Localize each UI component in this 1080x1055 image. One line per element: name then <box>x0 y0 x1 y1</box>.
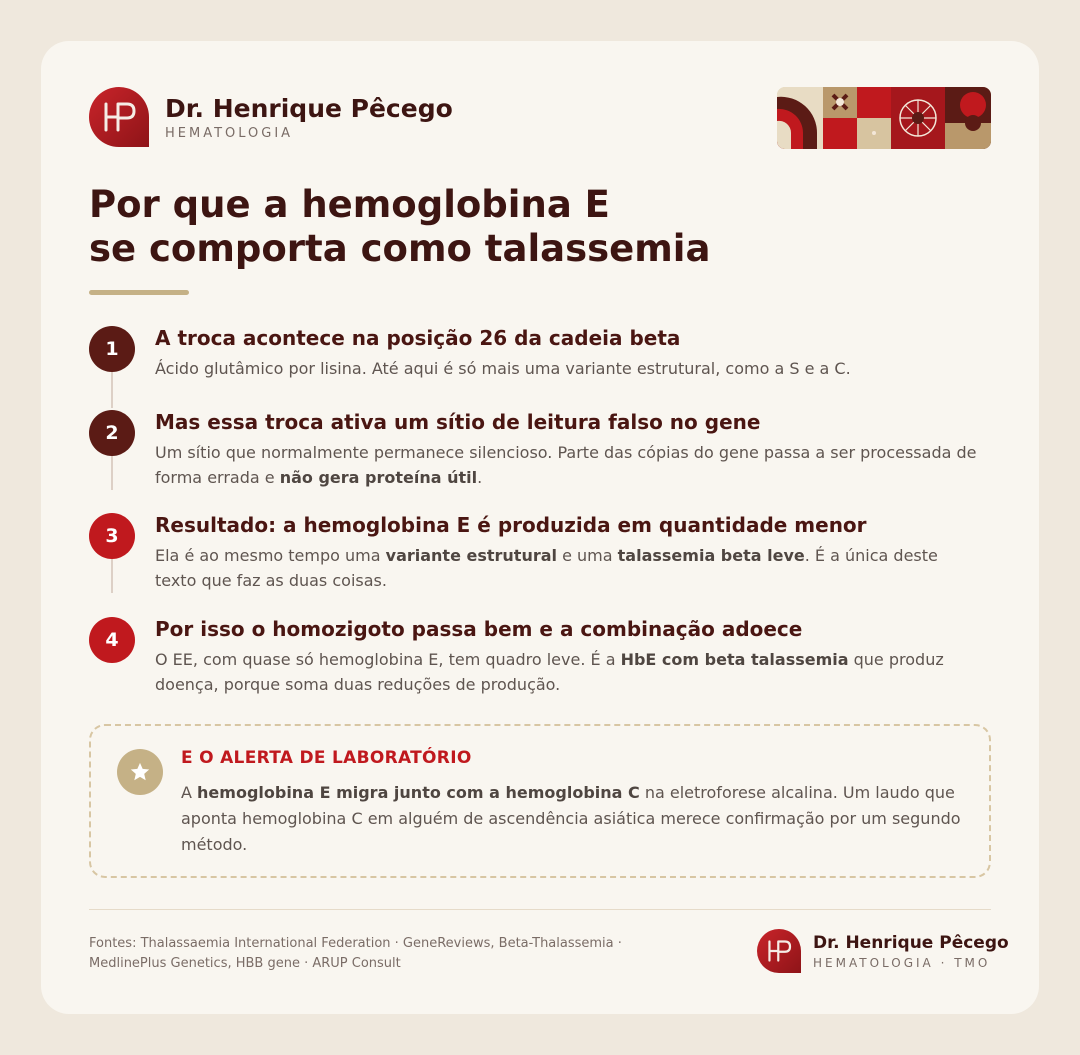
step-text-emphasis: HbE com beta talassemia <box>620 650 849 669</box>
lab-alert-box <box>89 724 991 878</box>
step-item <box>89 511 979 615</box>
steps-list <box>89 324 979 697</box>
step-number-badge: 3 <box>89 513 135 559</box>
step-title: Mas essa troca ativa um sítio de leitura falso no gene <box>155 410 761 434</box>
step-text-emphasis: não gera proteína útil <box>279 468 478 487</box>
hp-logo-icon <box>89 87 149 147</box>
step-text-emphasis: variante estrutural <box>385 546 558 565</box>
step-connector <box>111 456 113 490</box>
header <box>89 87 453 147</box>
step-title: Por isso o homozigoto passa bem e a combinação adoece <box>155 617 803 641</box>
star-icon <box>117 749 163 795</box>
footer-brand-text <box>813 932 1009 970</box>
hp-logo-icon <box>757 929 801 973</box>
sources-text: Fontes: Thalassaemia International Federation · GeneReviews, Beta-Thalassemia · MedlinePlus Genetics, HBB gene · ARUP Consult <box>89 936 622 971</box>
brand-name: Dr. Henrique Pêcego <box>165 93 453 123</box>
footer-divider <box>89 909 991 910</box>
step-connector <box>111 372 113 408</box>
step-item <box>89 408 979 511</box>
step-number-badge: 4 <box>89 617 135 663</box>
geometric-pattern-banner-icon <box>777 87 991 149</box>
step-title: Resultado: a hemoglobina E é produzida em quantidade menor <box>155 513 867 537</box>
alert-text: A hemoglobina E migra junto com a hemoglobina C na eletroforese alcalina. Um laudo que aponta hemoglobina C em alguém de ascendência asiática merece confirmação por um segundo método. <box>181 783 961 854</box>
step-connector <box>111 559 113 593</box>
step-text: Um sítio que normalmente permanece silencioso. Parte das cópias do gene passa a ser processada de forma errada e não gera proteína útil. <box>155 443 977 487</box>
footer-brand-specialty: HEMATOLOGIA · TMO <box>813 956 991 970</box>
footer-brand <box>757 929 1009 973</box>
infographic-card <box>41 41 1039 1014</box>
step-text: Ácido glutâmico por lisina. Até aqui é só mais uma variante estrutural, como a S e a C. <box>155 359 851 378</box>
step-item <box>89 324 979 408</box>
step-number-badge: 2 <box>89 410 135 456</box>
step-text-emphasis: talassemia beta leve <box>617 546 805 565</box>
step-item <box>89 615 979 697</box>
step-title: A troca acontece na posição 26 da cadeia beta <box>155 326 681 350</box>
brand-block <box>165 94 453 141</box>
alert-text-emphasis: hemoglobina E migra junto com a hemoglobina C <box>197 783 640 802</box>
title-underline <box>89 290 189 295</box>
title-line-1: Por que a hemoglobina E <box>89 183 610 226</box>
step-text: O EE, com quase só hemoglobina E, tem quadro leve. É a HbE com beta talassemia que produz doença, porque soma duas reduções de produção. <box>155 650 944 694</box>
page-title <box>89 183 889 271</box>
step-text: Ela é ao mesmo tempo uma variante estrutural e uma talassemia beta leve. É a única deste texto que faz as duas coisas. <box>155 546 938 590</box>
title-line-2: se comporta como talassemia <box>89 227 711 270</box>
alert-title: E O ALERTA DE LABORATÓRIO <box>181 748 472 768</box>
footer-brand-name: Dr. Henrique Pêcego <box>813 933 1009 953</box>
step-number-badge: 1 <box>89 326 135 372</box>
brand-specialty: HEMATOLOGIA <box>165 125 294 141</box>
